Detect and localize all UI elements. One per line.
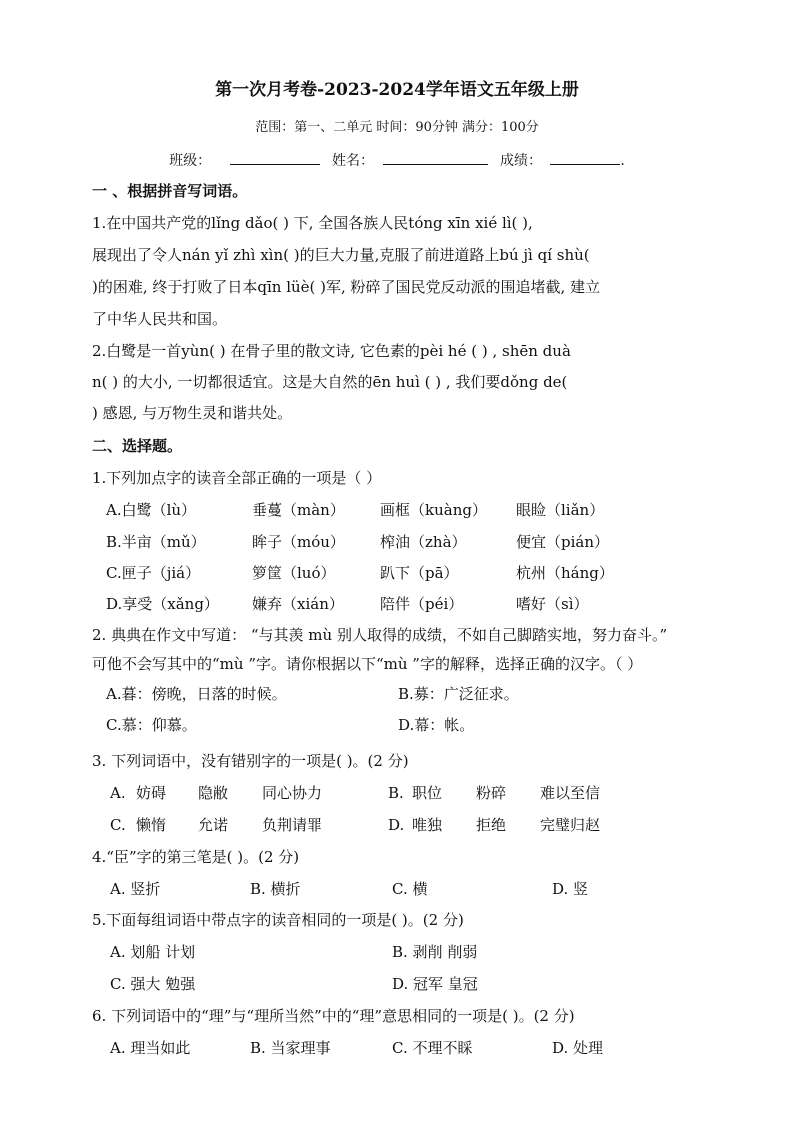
class-label: 班级： — [169, 153, 212, 169]
s2-q3-c-word3: 负荆请罪 — [262, 816, 323, 834]
s2-q1-row-b-1: B.半亩（mǔ） — [106, 533, 206, 551]
student-info-row — [0, 150, 794, 171]
s2-q3-a-word1: 妨碍 — [136, 784, 167, 802]
s2-q1-row-d-1: D.享受（xǎng） — [106, 595, 219, 613]
s2-q5-option-a: A. 划船 计划 — [110, 943, 196, 961]
s2-q3-d-word1: 唯独 — [412, 816, 443, 834]
s2-q3-b-word3: 难以至信 — [540, 784, 601, 802]
s2-q1-row-a-3: 画框（kuàng） — [380, 501, 487, 519]
s2-q3-stem: 3. 下列词语中，没有错别字的一项是( )。(2 分) — [92, 752, 409, 770]
s2-q2-option-d: D.幕：帐。 — [398, 716, 475, 734]
s2-q4-option-c: C. 横 — [392, 880, 428, 898]
s2-q6-stem: 6. 下列词语中的“理”与“理所当然”中的“理”意思相同的一项是( )。(2 分) — [92, 1007, 575, 1025]
s1-q1-line1: 1.在中国共产党的lǐng dǎo( ) 下, 全国各族人民tóng xīn xié lì( ), — [92, 214, 533, 232]
s2-q6-option-d: D. 处理 — [552, 1039, 604, 1057]
s2-q3-c-word2: 允诺 — [198, 816, 229, 834]
name-label: 姓名： — [332, 153, 375, 169]
s2-q1-row-b-2: 眸子（móu） — [252, 533, 345, 551]
s1-q2-line2: n( ) 的大小, 一切都很适宜。这是大自然的ēn huì ( ) , 我们要dǒng de( — [92, 373, 568, 391]
s2-q2-option-b: B.募：广泛征求。 — [398, 685, 519, 703]
s2-q4-stem: 4.“臣”字的第三笔是( )。(2 分) — [92, 848, 300, 866]
s2-q3-a-letter: A. — [110, 784, 126, 802]
s2-q5-stem: 5.下面每组词语中带点字的读音相同的一项是( )。(2 分) — [92, 911, 464, 929]
score-blank[interactable] — [550, 150, 620, 165]
s1-q1-line2: 展现出了令人nán yǐ zhì xìn( )的巨大力量,克服了前进道路上bú jì qí shù( — [92, 246, 590, 264]
s2-q5-option-d: D. 冠军 皇冠 — [392, 975, 478, 993]
score-label: 成绩： — [499, 153, 542, 169]
section-1-heading: 一 、根据拼音写词语。 — [92, 182, 248, 200]
page-title: 第一次月考卷-2023-2024学年语文五年级上册 — [215, 80, 579, 100]
end-dot: . — [620, 153, 625, 169]
s2-q3-c-word1: 懒惰 — [136, 816, 167, 834]
s2-q6-option-a: A. 理当如此 — [110, 1039, 191, 1057]
s1-q1-line3: )的困难, 终于打败了日本qīn lüè( )军, 粉碎了国民党反动派的围追堵截, 建立 — [92, 278, 601, 296]
s2-q3-b-word1: 职位 — [412, 784, 443, 802]
s2-q1-row-b-3: 榨油（zhà） — [380, 533, 467, 551]
s1-q2-line3: ) 感恩, 与万物生灵和谐共处。 — [92, 404, 293, 422]
s2-q1-row-d-2: 嫌弃（xián） — [252, 595, 344, 613]
s2-q3-c-letter: C. — [110, 816, 126, 834]
s2-q5-option-c: C. 强大 勉强 — [110, 975, 196, 993]
s2-q4-option-d: D. 竖 — [552, 880, 589, 898]
s1-q1-line4: 了中华人民共和国。 — [92, 310, 228, 328]
s2-q5-option-b: B. 剥削 削弱 — [392, 943, 478, 961]
s2-q6-option-c: C. 不理不睬 — [392, 1039, 473, 1057]
section-2-heading: 二、选择题。 — [92, 437, 183, 455]
s2-q3-d-word3: 完璧归赵 — [540, 816, 601, 834]
s2-q6-option-b: B. 当家理事 — [250, 1039, 331, 1057]
s2-q3-b-word2: 粉碎 — [476, 784, 507, 802]
s2-q2-line1: 2. 典典在作文中写道： “与其羡 mù 别人取得的成绩，不如自己脚踏实地，努力奋斗。” — [92, 626, 668, 644]
s2-q4-option-b: B. 横折 — [250, 880, 301, 898]
s2-q1-row-d-4: 嗜好（sì） — [516, 595, 589, 613]
s2-q4-option-a: A. 竖折 — [110, 880, 161, 898]
s2-q1-row-c-1: C.匣子（jiá） — [106, 564, 201, 582]
s2-q3-a-word3: 同心协力 — [262, 784, 323, 802]
s2-q1-row-a-4: 眼睑（liǎn） — [516, 501, 605, 519]
name-blank[interactable] — [383, 150, 488, 165]
s2-q2-option-c: C.慕：仰慕。 — [106, 716, 197, 734]
s1-q2-line1: 2.白鹭是一首yùn( ) 在骨子里的散文诗, 它色素的pèi hé ( ) , shēn duà — [92, 342, 571, 360]
s2-q1-row-c-2: 箩筐（luó） — [252, 564, 336, 582]
s2-q1-stem: 1.下列加点字的读音全部正确的一项是（ ） — [92, 469, 382, 487]
s2-q2-line2: 可他不会写其中的“mù ”字。请你根据以下“mù ”字的解释，选择正确的汉字。（ ） — [92, 655, 643, 673]
s2-q2-option-a: A.暮：傍晚，日落的时候。 — [106, 685, 287, 703]
s2-q1-row-a-2: 垂蔓（màn） — [252, 501, 345, 519]
s2-q3-d-letter: D. — [388, 816, 405, 834]
s2-q3-a-word2: 隐敝 — [198, 784, 229, 802]
s2-q1-row-c-3: 趴下（pā） — [380, 564, 459, 582]
s2-q3-d-word2: 拒绝 — [476, 816, 507, 834]
s2-q1-row-d-3: 陪伴（péi） — [380, 595, 464, 613]
exam-scope-time-score: 范围：第一、二单元 时间：90分钟 满分：100分 — [255, 120, 539, 135]
class-blank[interactable] — [230, 150, 320, 165]
s2-q3-b-letter: B. — [388, 784, 404, 802]
s2-q1-row-c-4: 杭州（háng） — [516, 564, 614, 582]
s2-q1-row-b-4: 便宜（pián） — [516, 533, 610, 551]
s2-q1-row-a-1: A.白鹭（lù） — [106, 501, 197, 519]
